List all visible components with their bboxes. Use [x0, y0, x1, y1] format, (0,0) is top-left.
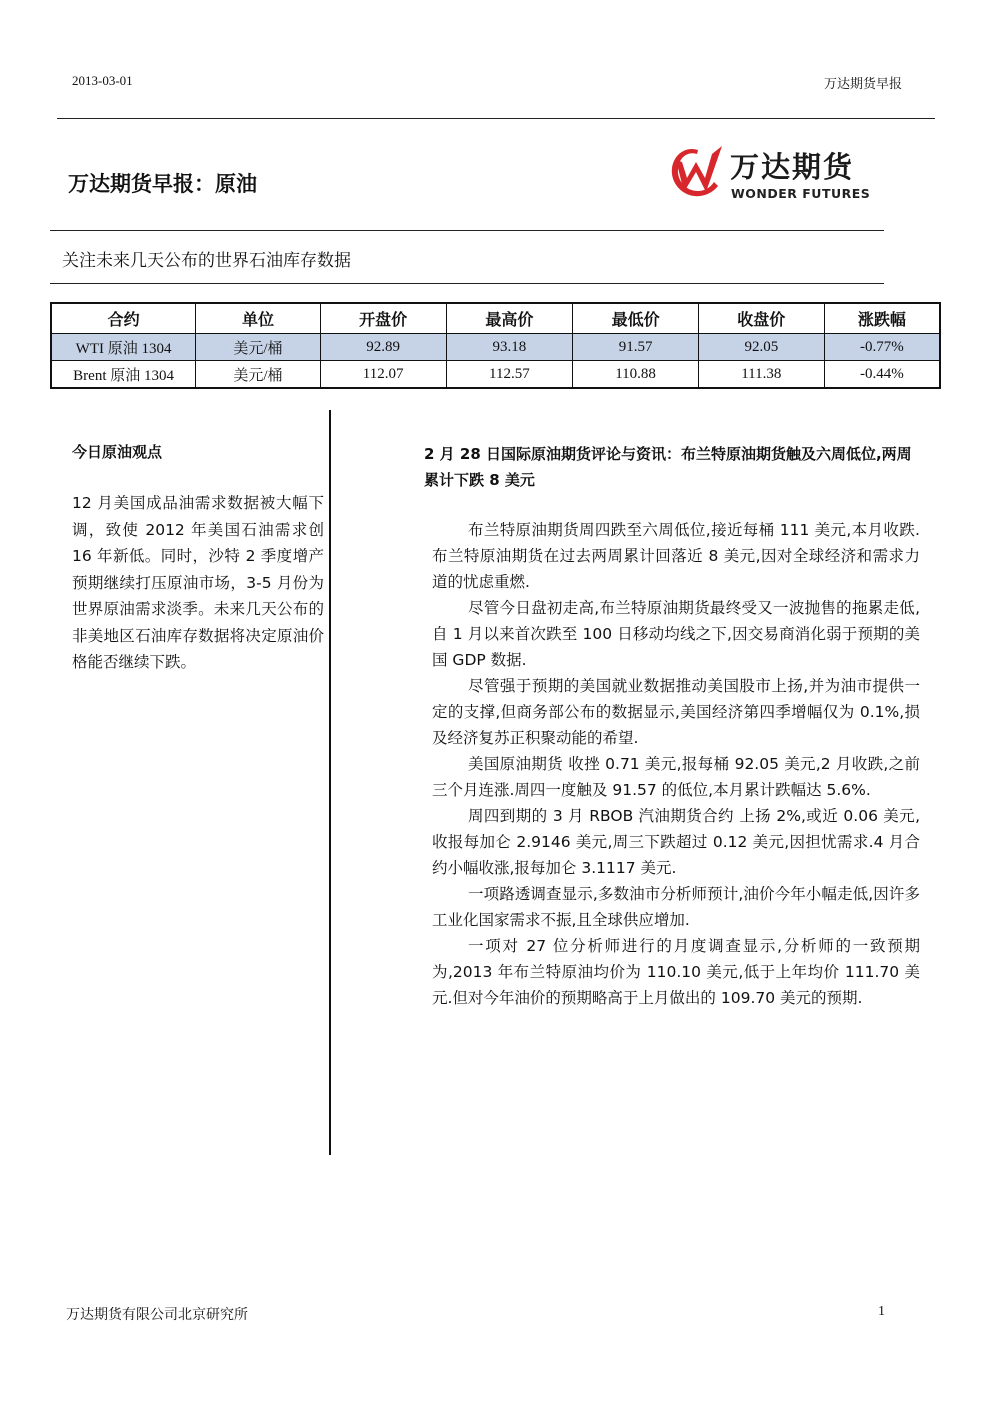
cell-unit: 美元/桶: [196, 361, 321, 389]
logo-cn-text: 万达期货: [730, 150, 855, 184]
cell-low: 91.57: [573, 334, 699, 361]
table-row: [51, 361, 940, 389]
news-paragraph: 尽管今日盘初走高,布兰特原油期货最终受又一波抛售的拖累走低,自 1 月以来首次跌至 100 日移动均线之下,因交易商消化弱于预期的美国 GDP 数据.: [432, 599, 920, 669]
header-date: 2013-03-01: [72, 73, 133, 88]
cell-high: 112.57: [446, 361, 573, 389]
column-divider: [329, 410, 331, 1155]
header-divider: [57, 118, 935, 119]
news-paragraph: 尽管强于预期的美国就业数据推动美国股市上扬,并为油市提供一定的支撑,但商务部公布的数据显示,美国经济第四季增幅仅为 0.1%,损及经济复苏正积聚动能的希望.: [432, 677, 920, 747]
price-table: [50, 302, 941, 389]
news-headline: 2 月 28 日国际原油期货评论与资讯：布兰特原油期货触及六周低位,两周累计下跌 8 美元: [424, 445, 912, 489]
company-logo: [668, 142, 878, 204]
col-header-open: 开盘价: [320, 303, 446, 334]
col-header-high: 最高价: [446, 303, 573, 334]
cell-change: -0.44%: [824, 361, 940, 389]
news-paragraph: 周四到期的 3 月 RBOB 汽油期货合约 上扬 2%,或近 0.06 美元,收报每加仑 2.9146 美元,周三下跌超过 0.12 美元,因担忧需求.4 月合约小幅收涨,报每加仑 3.1117 美元.: [432, 807, 920, 877]
cell-change: -0.77%: [824, 334, 940, 361]
footer-company: 万达期货有限公司北京研究所: [66, 1307, 248, 1323]
view-section-body: 12 月美国成品油需求数据被大幅下调，致使 2012 年美国石油需求创 16 年新低。同时，沙特 2 季度增产预期继续打压原油市场，3-5 月份为世界原油需求淡季。未来几天公布的非美地区石油库存数据将决定原油价格能否继续下跌。: [72, 494, 324, 671]
news-paragraph: 布兰特原油期货周四跌至六周低位,接近每桶 111 美元,本月收跌.布兰特原油期货在过去两周累计回落近 8 美元,因对全球经济和需求力道的忧虑重燃.: [432, 521, 920, 591]
cell-contract: Brent 原油 1304: [51, 361, 196, 389]
report-subtitle: 关注未来几天公布的世界石油库存数据: [62, 251, 351, 271]
header-publication: 万达期货早报: [823, 77, 902, 92]
col-header-change: 涨跌幅: [824, 303, 940, 334]
news-paragraph: 一项路透调查显示,多数油市分析师预计,油价今年小幅走低,因许多工业化国家需求不振,且全球供应增加.: [432, 885, 920, 929]
cell-open: 112.07: [320, 361, 446, 389]
wonder-futures-logo-icon: [668, 142, 726, 204]
cell-close: 111.38: [698, 361, 824, 389]
page-title: 万达期货早报：原油: [68, 172, 257, 196]
news-body: [432, 517, 920, 1011]
subtitle-top-rule: [50, 230, 884, 231]
cell-contract: WTI 原油 1304: [51, 334, 196, 361]
news-paragraph: 一项对 27 位分析师进行的月度调查显示,分析师的一致预期为,2013 年布兰特原油均价为 110.10 美元,低于上年均价 111.70 美元.但对今年油价的预期略高于上月做出的 109.70 美元的预期.: [432, 937, 920, 1007]
logo-en-text: WONDER FUTURES: [731, 186, 871, 201]
cell-close: 92.05: [698, 334, 824, 361]
col-header-contract: 合约: [51, 303, 196, 334]
cell-open: 92.89: [320, 334, 446, 361]
cell-unit: 美元/桶: [196, 334, 321, 361]
table-header-row: [51, 303, 940, 334]
col-header-low: 最低价: [573, 303, 699, 334]
page-number: 1: [878, 1304, 885, 1319]
col-header-close: 收盘价: [698, 303, 824, 334]
cell-high: 93.18: [446, 334, 573, 361]
view-section-title: 今日原油观点: [72, 443, 163, 461]
table-row: [51, 334, 940, 361]
subtitle-bottom-rule: [50, 283, 884, 284]
col-header-unit: 单位: [196, 303, 321, 334]
cell-low: 110.88: [573, 361, 699, 389]
news-paragraph: 美国原油期货 收挫 0.71 美元,报每桶 92.05 美元,2 月收跌,之前三个月连涨.周四一度触及 91.57 的低位,本月累计跌幅达 5.6%.: [432, 755, 920, 799]
